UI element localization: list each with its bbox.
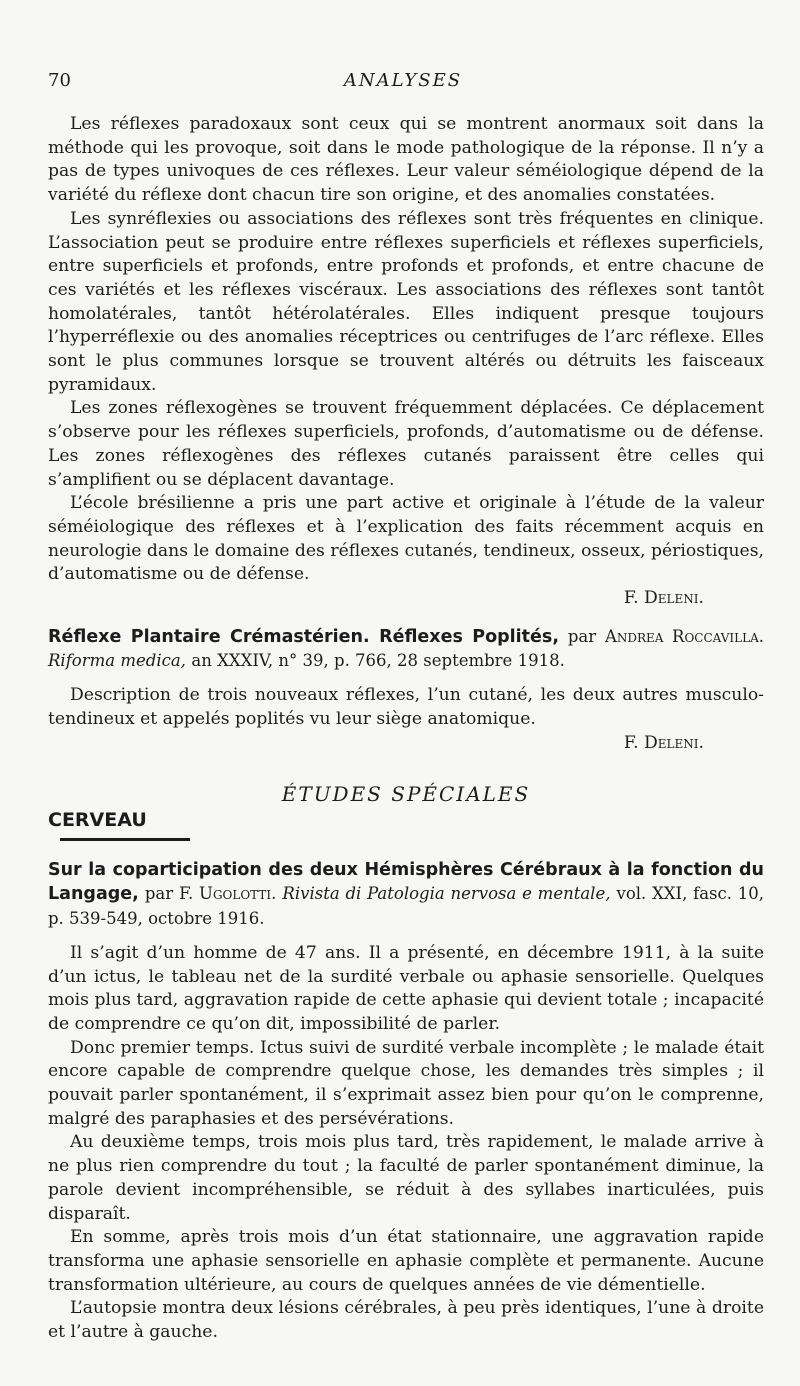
journal-name: Rivista di Patologia nervosa e mentale, (282, 884, 611, 904)
article-author: F. Ugolotti. (179, 884, 277, 904)
text-column (48, 113, 764, 1345)
page-number: 70 (48, 70, 71, 91)
journal-name: Riforma medica, (48, 651, 186, 671)
article-title: Réflexe Plantaire Crémastérien. Réflexes Poplités, (48, 626, 559, 647)
paragraph: Il s’agit d’un homme de 47 ans. Il a présenté, en décembre 1911, à la suite d’un ictus, le tableau net de la surdité verbale ou aphasie sensorielle. Quelques mois plus tard, aggravation rapide de cette aphasie qui devient totale ; incapacité de comprendre ce qu’on dit, impossibilité de parler. (48, 942, 764, 1034)
signature: F. Deleni. (623, 588, 704, 609)
signature: F. Deleni. (623, 732, 704, 753)
running-title: ANALYSES (343, 70, 463, 91)
paragraph: Donc premier temps. Ictus suivi de surdité verbale incomplète ; le malade était encore capable de comprendre quelque chose, les demandes très simples ; il pouvait parler spontanément, il s’exprimait assez bien pour qu’on le comprenne, malgré des paraphasies et des persévérations. (48, 1037, 764, 1129)
article-title: Sur la coparticipation des deux Hémisphères Cérébraux à la fonction du Langage, (48, 859, 764, 905)
paragraph: Les réflexes paradoxaux sont ceux qui se montrent anormaux soit dans la méthode qui les provoque, soit dans le mode pathologique de la réponse. Il n’y a pas de types univoques de ces réflexes. Leur valeur séméiologique dépend de la variété du réflexe dont chacun tire son origine, et des anomalies constatées. (48, 114, 764, 206)
article-heading (48, 625, 764, 674)
paragraph: L’autopsie montra deux lésions cérébrales, à peu près identiques, l’une à droite et l’autre à gauche. (48, 1298, 764, 1343)
paragraph: Les zones réflexogènes se trouvent fréquemment déplacées. Ce déplacement s’observe pour les réflexes superficiels, profonds, d’automatisme ou de défense. Les zones réflexogènes des réflexes cutanés paraissent être celles qui s’amplifient ou se déplacent davantage. (48, 398, 764, 490)
reference-details: vol. XXI, fasc. 10, p. 539-549, octobre 1916. (48, 884, 765, 929)
paragraph: Au deuxième temps, trois mois plus tard, très rapidement, le malade arrive à ne plus rien comprendre du tout ; la faculté de parler spontanément diminue, la parole devient incompréhensible, se réduit à des syllabes inarticulées, puis disparaît. (48, 1132, 764, 1224)
paragraph: Description de trois nouveaux réflexes, l’un cutané, les deux autres musculo-tendineux et appelés poplités vu leur siège anatomique. (48, 685, 764, 729)
section-title: ÉTUDES SPÉCIALES (281, 782, 531, 807)
reference-details: an XXXIV, n° 39, p. 766, 28 septembre 1918. (191, 651, 565, 671)
paragraph: Les synréflexies ou associations des réflexes sont très fréquentes en clinique. L’association peut se produire entre réflexes superficiels et réflexes superficiels, entre superficiels et profonds, entre profonds et profonds, et entre chacune de ces variétés et les réflexes viscéraux. Les associations des réflexes sont tantôt homolatérales, tantôt hétérolatérales. Elles indiquent presque toujours l’hyperréflexie ou des anomalies réceptrices ou centrifuges de l’arc réflexe. Elles sont le plus communes lorsque se trouvent altérés ou détruits les faisceaux pyramidaux. (48, 208, 764, 395)
category-heading: CERVEAU (48, 808, 147, 831)
page-header (48, 70, 758, 96)
article-heading (48, 859, 764, 932)
ref-par: par (144, 884, 174, 904)
paragraph: L’école brésilienne a pris une part active et originale à l’étude de la valeur séméiologique des réflexes et à l’explication des faits récemment acquis en neurologie dans le domaine des réflexes cutanés, tendineux, osseux, périostiques, d’automatisme ou de défense. (48, 493, 764, 585)
paragraph: En somme, après trois mois d’un état stationnaire, une aggravation rapide transforma une aphasie sensorielle en aphasie complète et permanente. Aucune transformation ultérieure, au cours de quelques années de vie démentielle. (48, 1227, 764, 1295)
ref-par: par (567, 626, 597, 646)
article-author: Andrea Roccavilla. (604, 626, 764, 646)
